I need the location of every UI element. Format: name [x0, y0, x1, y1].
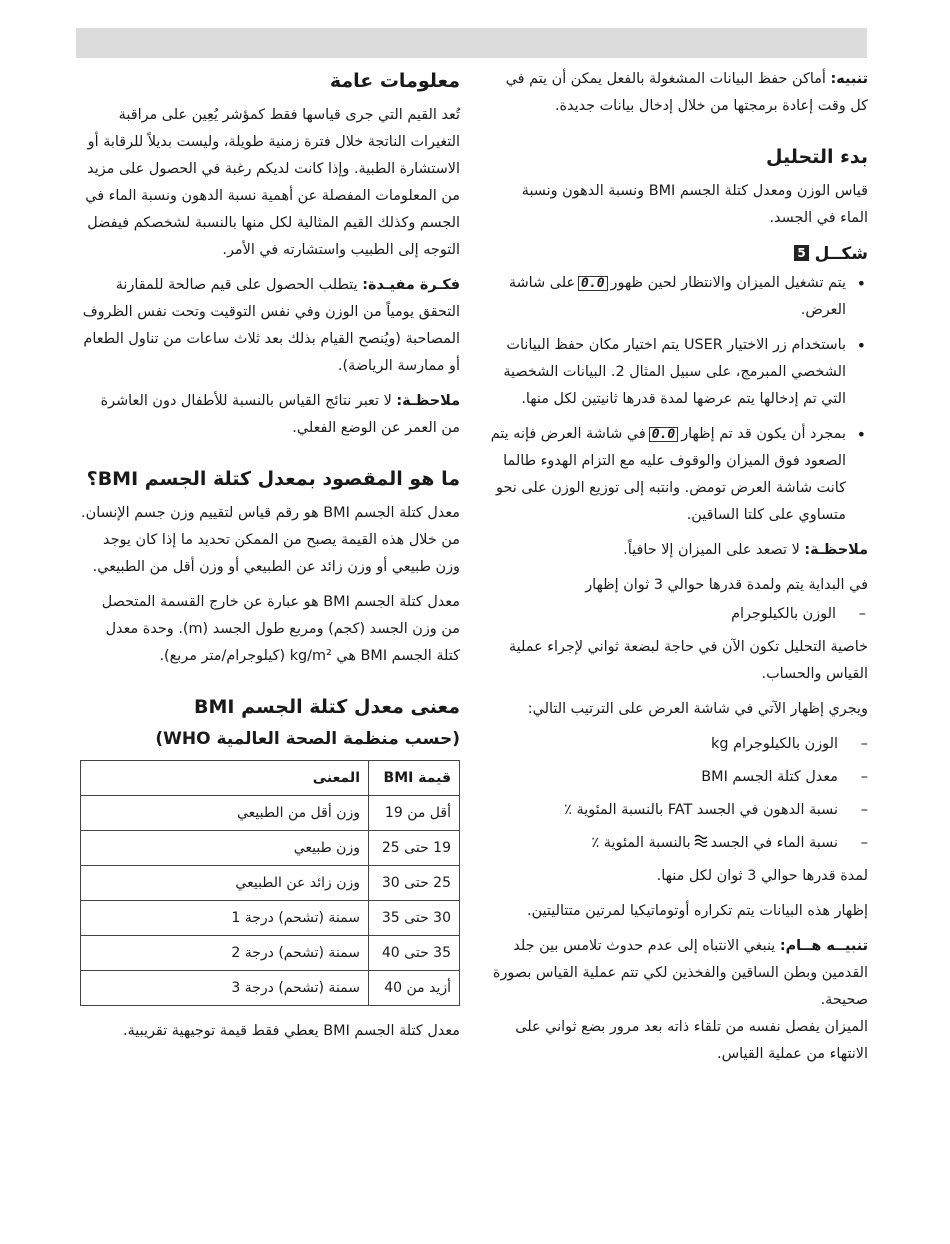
bmi-text-1: معدل كتلة الجسم BMI هو رقم قياس لتقييم وزن جسم الإنسان. من خلال هذه القيمة يصبح من الممكن تحديد ما إذا كان يوجد وزن طبيعي أو وزن زائد عن الطبيعي أو وزن أقل من الطبيعي.	[81, 505, 460, 575]
list-item: – الوزن بالكيلوجرام kg	[490, 731, 838, 758]
list-item: – نسبة الدهون في الجسد FAT بالنسبة المئوية ٪	[490, 797, 838, 824]
display-zero-icon: 0.0	[649, 427, 678, 442]
step-text: بمجرد أن يكون قد تم إظهار	[681, 426, 846, 442]
table-cell: سمنة (تشحم) درجة 2	[81, 936, 369, 971]
list-item	[490, 830, 838, 857]
analysis-title: بدء التحليل	[765, 146, 868, 168]
order-text: ويجري إظهار الآتي في شاشة العرض على الترتيب التالي:	[527, 701, 868, 717]
duration-text: لمدة قدرها حوالي 3 ثوان لكل منها.	[656, 868, 868, 884]
list-item: – الوزن بالكيلوجرام	[490, 601, 836, 628]
repeat-text: إظهار هذه البيانات يتم تكراره أوتوماتيكيا لمرتين متتاليتين.	[527, 903, 868, 919]
table-cell: سمنة (تشحم) درجة 3	[81, 971, 369, 1006]
note-label: ملاحظـة:	[396, 393, 460, 409]
table-row	[81, 866, 460, 901]
header-bar	[76, 28, 867, 58]
table-row	[81, 901, 460, 936]
note-text: ينبغي الانتباه إلى عدم حدوث تلامس بين جلد القدمين وبطن الساقين والفخذين لكي تتم عملية القياس بصورة صحيحة.	[492, 938, 868, 1008]
table-header: قيمة BMI	[369, 761, 460, 796]
steps-list	[490, 270, 868, 529]
table-row	[81, 971, 460, 1006]
table-cell: وزن أقل من الطبيعي	[81, 796, 369, 831]
tip-label: فكـرة مفيـدة:	[362, 277, 460, 293]
note-label: تنبيــه هــام:	[779, 938, 868, 954]
note-label: ملاحظـة:	[804, 542, 868, 558]
note-barefoot	[490, 537, 868, 564]
feature-text: خاصية التحليل تكون الآن في حاجة لبضعة ثواني لإجراء عملية القياس والحساب.	[508, 639, 868, 682]
bmi-meaning-subtitle: (حسب منظمة الصحة العالمية WHO)	[155, 729, 460, 749]
table-row	[81, 796, 460, 831]
note-label: تنبيه:	[830, 71, 868, 87]
table-header: المعنى	[81, 761, 369, 796]
table-row	[81, 831, 460, 866]
table-cell: 19 حتى 25	[369, 831, 460, 866]
water-text: بالنسبة المئوية ٪	[591, 835, 691, 851]
right-column	[490, 66, 868, 1076]
bmi-text-2: معدل كتلة الجسم BMI هو عبارة عن خارج القسمة المتحصل من وزن الجسد (كجم) ومربع طول الجسد (m). وحدة معدل كتلة الجسم BMI هي kg/m² (كيلوجرام/متر مربع).	[101, 594, 460, 664]
water-icon	[694, 834, 708, 849]
step-text: على شاشة العرض.	[508, 275, 846, 318]
bmi-meaning-title: معنى معدل كتلة الجسم BMI	[193, 696, 460, 718]
step-text: في شاشة العرض فإنه يتم الصعود فوق الميزان والوقوف عليه مع التزام الهدوء طالما كانت شاشة العرض تومض. وانتبه إلى توزيع الوزن على نحو متساوي على كلتا الساقين.	[490, 426, 846, 523]
order-list	[490, 731, 868, 857]
table-header-row	[81, 761, 460, 796]
figure-label	[490, 240, 868, 268]
table-cell: وزن طبيعي	[81, 831, 369, 866]
note-important	[490, 933, 868, 1014]
closing-text: معدل كتلة الجسم BMI يعطي فقط قيمة توجيهية تقريبية.	[123, 1023, 460, 1039]
list-item	[490, 270, 846, 324]
general-info-title: معلومات عامة	[329, 70, 460, 92]
bmi-title: ما هو المقصود بمعدل كتلة الجسم BMI؟	[86, 468, 460, 490]
step-text: يتم تشغيل الميزان والانتظار لحين ظهور	[610, 275, 846, 291]
general-info-text: تُعد القيم التي جرى قياسها فقط كمؤشر يُعِين على مراقبة التغيرات الناتجة خلال فترة زمنية طويلة، وليست بديلاً للرقابة أو الاستشارة الطبية. وإذا كانت لديكم رغبة في الحصول على مزيد من المعلومات المفصلة عن أهمية نسبة الدهون ونسبة الماء في الجسم وكذلك القيم المثالية لكل منها بالنسبة لشخصكم فيفضل التوجه إلى الطبيب واستشارته في الأمر.	[85, 107, 460, 258]
table-cell: وزن زائد عن الطبيعي	[81, 866, 369, 901]
note-text: أماكن حفظ البيانات المشغولة بالفعل يمكن أن يتم في كل وقت إعادة برمجتها من خلال إدخال بيانات جديدة.	[505, 71, 868, 114]
table-cell: سمنة (تشحم) درجة 1	[81, 901, 369, 936]
list-item: – معدل كتلة الجسم BMI	[490, 764, 838, 791]
note-caution	[490, 66, 868, 120]
figure-label-text: شكــل	[814, 244, 868, 264]
tip-text: يتطلب الحصول على قيم صالحة للمقارنة التحقق يومياً من الوزن وفي نفس التوقيت وتحت نفس الظروف المصاحبة (ويُنصح القيام بذلك بعد ثلاث ساعات من تناول الطعام أو ممارسة الرياضة).	[82, 277, 460, 374]
final-text: الميزان يفصل نفسه من تلقاء ذاته بعد مرور بضع ثواني على الانتهاء من عملية القياس.	[515, 1019, 868, 1062]
bmi-table	[80, 760, 460, 1006]
children-note	[80, 388, 460, 442]
left-column	[80, 66, 460, 1053]
figure-number-badge: 5	[794, 245, 808, 261]
analysis-intro: قياس الوزن ومعدل كتلة الجسم BMI ونسبة الدهون ونسبة الماء في الجسد.	[521, 183, 868, 226]
list-item	[490, 421, 846, 529]
table-row	[81, 936, 460, 971]
table-cell: أزيد من 40	[369, 971, 460, 1006]
water-text: نسبة الماء في الجسد	[710, 835, 838, 851]
table-cell: 30 حتى 35	[369, 901, 460, 936]
note-text: لا تصعد على الميزان إلا حافياً.	[623, 542, 805, 558]
table-cell: 25 حتى 30	[369, 866, 460, 901]
list-item: • باستخدام زر الاختيار USER يتم اختيار مكان حفظ البيانات الشخصي المبرمج، على سبيل المثال 2. البيانات الشخصية التي تم إدخالها يتم عرضها لمدة قدرها ثانيتين لكل منها.	[490, 332, 846, 413]
start-text: في البداية يتم ولمدة قدرها حوالي 3 ثوان إظهار	[585, 577, 868, 593]
note-text: لا تعبر نتائج القياس بالنسبة للأطفال دون العاشرة من العمر عن الوضع الفعلي.	[100, 393, 460, 436]
display-zero-icon: 0.0	[578, 276, 607, 291]
table-cell: 35 حتى 40	[369, 936, 460, 971]
tip-paragraph	[80, 272, 460, 380]
start-list	[490, 601, 868, 628]
table-cell: أقل من 19	[369, 796, 460, 831]
